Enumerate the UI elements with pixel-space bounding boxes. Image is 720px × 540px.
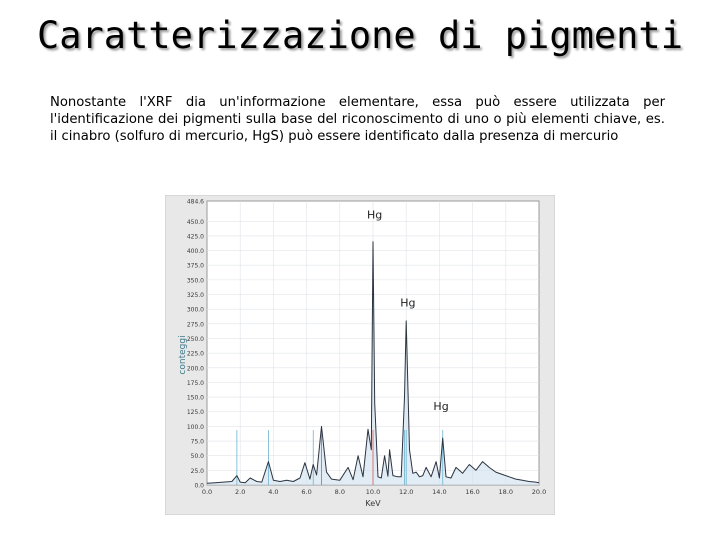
y-tick-label: 325.0: [186, 292, 204, 300]
y-tick-label: 300.0: [186, 306, 204, 314]
y-tick-label: 75.0: [190, 438, 204, 446]
y-tick-label: 100.0: [186, 423, 204, 431]
x-tick-label: 8.0: [334, 488, 345, 496]
y-tick-label: 350.0: [186, 277, 204, 285]
slide-title: Caratterizzazione di pigmenti: [36, 14, 683, 57]
y-tick-label: 25.0: [190, 467, 204, 475]
y-axis-label: conteggi: [178, 335, 188, 375]
y-tick-label: 50.0: [190, 453, 204, 461]
y-tick-label: 275.0: [186, 321, 204, 329]
y-tick-label: 450.0: [186, 218, 204, 226]
x-tick-label: 14.0: [432, 488, 447, 496]
y-tick-label: 150.0: [186, 394, 204, 402]
y-tick-label: 200.0: [186, 365, 204, 373]
x-tick-label: 6.0: [301, 488, 312, 496]
peak-annotation-label: Hg: [400, 296, 416, 310]
x-tick-label: 18.0: [498, 488, 514, 496]
y-tick-label: 425.0: [186, 233, 204, 241]
x-tick-label: 2.0: [235, 488, 246, 496]
y-tick-label: 375.0: [186, 262, 204, 270]
slide-body-text: Nonostante l'XRF dia un'informazione elementare, essa può essere utilizzata per l'identificazione dei pigmenti sulla base del riconoscimento di uno o più elementi chiave, es. il cinabro (solfuro di mercurio, HgS) può essere identificato dalla presenza di mercurio: [50, 95, 665, 144]
x-axis-label: KeV: [365, 499, 381, 508]
y-tick-label: 0.0: [194, 482, 204, 490]
y-tick-label: 250.0: [186, 335, 204, 343]
peak-annotation-label: Hg: [433, 399, 449, 413]
x-tick-label: 12.0: [398, 488, 414, 496]
peak-annotation-label: Hg: [367, 208, 383, 222]
y-tick-label: 125.0: [186, 409, 204, 417]
y-tick-label: 400.0: [186, 248, 204, 256]
y-tick-label: 175.0: [186, 379, 204, 387]
x-tick-label: 16.0: [465, 488, 480, 496]
xrf-spectrum-chart: [165, 195, 555, 515]
x-tick-label: 4.0: [268, 488, 279, 496]
y-tick-label: 225.0: [186, 350, 204, 358]
x-tick-label: 0.0: [201, 488, 213, 496]
x-tick-label: 10.0: [365, 488, 381, 496]
x-tick-label: 20.0: [531, 488, 547, 496]
y-tick-label: 484.6: [186, 198, 204, 206]
